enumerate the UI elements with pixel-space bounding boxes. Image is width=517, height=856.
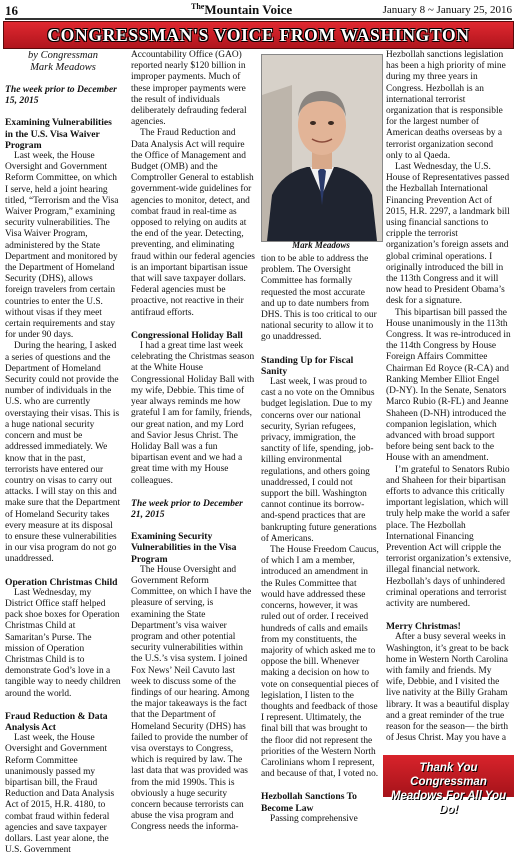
heading-merry-christmas: Merry Christmas! — [386, 621, 461, 633]
byline — [5, 50, 121, 73]
paragraph: Accountability Office (GAO) reported nearly $120 billion in improper payments. Much of these improper payments were the result of individuals deliberately defrauding federal agencies. — [131, 50, 247, 128]
masthead-the: The — [191, 2, 205, 11]
byline-line2: Mark Meadows — [30, 61, 96, 73]
paragraph: Hezbollah sanctions legislation has been a high priority of mine during my three years in Congress. Hezbollah is an international terrorist organization that is responsible for the largest number of American deaths overseas by a terrorist organization second only to al Qaeda. — [386, 50, 506, 161]
paragraph: Last Wednesday, my District Office staff helped pack shoe boxes for Operation Christmas Child at Samaritan’s Purse. The mission of Operation Christmas Child is to demonstrate God’s love in a tangible way to needy children around the world. — [5, 587, 121, 699]
paragraph: I’m grateful to Senators Rubio and Shaheen for their bipartisan efforts to advance this critically important legislation, which will truly help make the world a safer place. The Hezbollah International Financing Prevention Act will cripple the terrorist organization’s extensive, illegal financial network. Hezbollah’s days of unhindered criminal operations and terrorist activity are numbered. — [386, 464, 512, 609]
paragraph: Last week, the House Oversight and Government Reform Committee unanimously passed my bipartisan bill, the Fraud Reduction and Data Analysis Act of 2015, H.R. 4180, to combat fraud within federal agencies and save taxpayer dollars. Last year alone, the U.S. Government — [5, 733, 115, 856]
portrait-illustration — [262, 55, 382, 241]
headline-banner — [3, 21, 514, 49]
issue-date: January 8 ~ January 25, 2016 — [382, 4, 512, 16]
paragraph: After a busy several weeks in Washington, it’s great to be back home in Western North Carolina with family and friends. My wife, Debbie, and I visited the live nativity at the Billy Graham library. It was a beautiful display and a great reminder of the true reason for the season— the birth of Jesus Christ. May you have a — [386, 632, 510, 744]
column-4 — [386, 50, 512, 753]
section-date-dec21: The week prior to December 21, 2015 — [131, 497, 243, 520]
page-number: 16 — [5, 3, 18, 18]
masthead-name: Mountain Voice — [204, 2, 293, 17]
congressman-portrait — [261, 54, 383, 242]
paragraph: During the hearing, I asked a series of questions and the Department of Homeland Security could not provide the number of individuals in the U.S. who are currently overstaying their visas. This is a huge national security concern and must be addressed immediately. We know that in the past, terrorists have entered our country on visas to carry out attacks. I will stay on this and make sure that the Department of Homeland Security takes every measure at its disposal to ensure these vulnerabilities in our visa program do not go unaddressed. — [5, 341, 121, 565]
photo-caption: Mark Meadows — [292, 240, 350, 250]
paragraph: Last week, I was proud to cast a no vote on the Omnibus budget legislation. Due to my concerns over our national security, Syrian refugees, privacy, immigration, the sanctity of life, spending, job-killing environmental regulations, and others going unaddressed, I could not support the bill. Washington cannot continue its borrow-and-spend practices that are bankrupting future generations of Americans. — [261, 377, 377, 544]
heading-christmas-child: Operation Christmas Child — [5, 576, 118, 588]
header-rule — [5, 18, 512, 20]
heading-hezbollah: Hezbollah Sanctions To Become Law — [261, 791, 357, 814]
heading-holiday-ball: Congressional Holiday Ball — [131, 329, 243, 341]
heading-fiscal-sanity: Standing Up for Fiscal Sanity — [261, 354, 354, 377]
paragraph: The House Freedom Caucus, of which I am a member, introduced an amendment in the Rules Committee that would have addressed these concerns, however, it was ruled out of order. I received hundreds of calls and emails from my constituents, the majority of which asked me to oppose the bill. Whenever making a decision on how to vote on consequential pieces of legislation, I listen to the thoughts and feedback of those I represent. Ultimately, the final bill that was brought to the floor did not represent the priorities of the Western North Carolinians whom I represent, and because of that, I voted no. — [261, 545, 379, 780]
heading-security-vulnerabilities: Examining Security Vulnerabilities in the Visa Program — [131, 531, 237, 565]
heading-visa-waiver: Examining Vulnerabilities in the U.S. Visa Waiver Program — [5, 117, 112, 151]
column-2 — [131, 50, 255, 833]
paragraph: Passing comprehensive — [270, 813, 358, 824]
paragraph: Last week, the House Oversight and Government Reform Committee, on which I serve, held a joint hearing titled, “Terrorism and the Visa Waiver Program,” examining security vulnerabilities. The Visa Waiver Program, administered by the State Department and monitored by the Department of Homeland Security (DHS), allows foreign travelers from certain countries to enter the U.S. without visas if they meet certain requirements and stay for under 90 days. — [5, 151, 119, 341]
paragraph: tion to be able to address the problem. The Oversight Committee has formally requested the most accurate and up to date numbers from DHS. This is too critical to our national security to allow it to go unaddressed. — [261, 254, 377, 343]
paragraph: I had a great time last week celebrating the Christmas season at the White House Congressional Holiday Ball with my wife, Debbie. This time of year always reminds me how grateful I am for family, friends, our great nation, and my Lord and Savior Jesus Christ. The Holiday Ball was a fun bipartisan event and we had a great time with my House colleagues. — [131, 341, 255, 486]
byline-line1: by Congressman — [28, 50, 98, 61]
paragraph: The House Oversight and Government Reform Committee, on which I have the pleasure of serving, is examining the State Department’s visa waiver program and other potential security vulnerabilities within the U.S.’s visa system. I joined Fox News’ Neil Cavuto last week to discuss some of the findings of our hearing. Among the major takeaways is the fact that the Department of Homeland Security (DHS) has failed to provide the number of visa overstays to Congress, which is required by law. The last data that was provided was from the mid 1990s. This is obviously a huge security concern because terrorists can abuse the visa program and Congress needs the informa- — [131, 564, 252, 833]
section-date-dec15: The week prior to December 15, 2015 — [5, 84, 117, 107]
paragraph: Last Wednesday, the U.S. House of Representatives passed the Hezballah International Financing Prevention Act of 2015, H.R. 2297, a landmark bill using financial sanctions to cripple the terrorist organization’s foreign assets and global criminal operations. I originally introduced the bill in the 113th Congress and it will now head to President Obama’s desk for a signature. — [386, 162, 510, 307]
paragraph: The Fraud Reduction and Data Analysis Act will require the Office of Management and Budget (OMB) and the Comptroller General to establish government-wide guidelines for agencies to monitor, detect, and combat fraud in real-time as opposed to relying on audits at the end of the year. Detecting, preventing, and eliminating fraud within our federal agencies is an important bipartisan issue that will save taxpayer dollars. Federal agencies must be proactive, not reactive in their antifraud efforts. — [131, 128, 255, 318]
masthead — [191, 2, 292, 18]
page-header — [5, 2, 512, 18]
thank-you-line2: Meadows For All You Do! — [390, 790, 507, 816]
column-3 — [261, 254, 379, 824]
paragraph: This bipartisan bill passed the House unanimously in the 113th Congress. It was re-introduced in the 114th Congress by House Foreign Affairs Committee Chairman Ed Royce (R-CA) and Ranking Member Elliot Engel (D-NY). In the Senate, Senators Marco Rubio (R-FL) and Jeanne Shaheen (D-NH) introduced the companion legislation, which advanced with broad support before being sent back to the House with an amendment. — [386, 307, 511, 464]
thank-you-banner — [383, 755, 514, 816]
column-1 — [5, 50, 121, 856]
heading-fraud-reduction: Fraud Reduction & Data Analysis Act — [5, 710, 108, 733]
thank-you-line1: Thank You Congressman — [410, 762, 487, 788]
headline-title: CONGRESSMAN'S VOICE FROM WASHINGTON — [47, 25, 470, 45]
